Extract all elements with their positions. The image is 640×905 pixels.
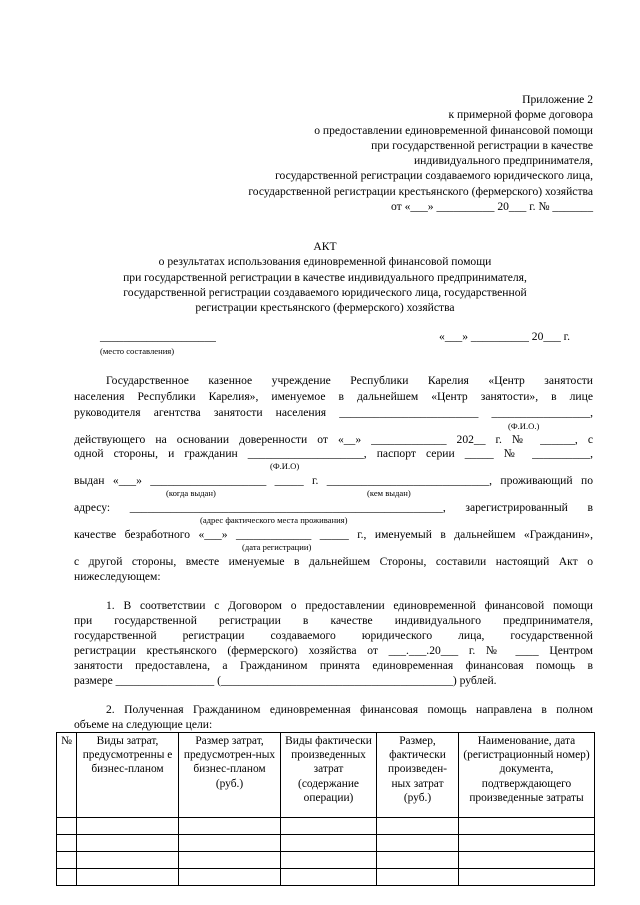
paragraph-line: регистрации крестьянского (фермерского) хозяйства от ___.___.20___ г. № ____ Центром (74, 644, 593, 657)
header-line: при государственной регистрации в качестве (371, 138, 593, 152)
header-line: индивидуального предпринимателя, (413, 154, 593, 168)
issued-by-caption: (кем выдан) (367, 488, 411, 498)
table-cell (377, 835, 459, 852)
table-cell (377, 818, 459, 835)
paragraph-line: при государственной регистрации в качестве индивидуального предпринимателя, (74, 614, 593, 627)
title-line: регистрации крестьянского (фермерского) хозяйства (195, 301, 455, 315)
table-cell (459, 835, 595, 852)
fio-caption: (Ф.И.О.) (508, 421, 540, 431)
table-cell (281, 869, 377, 886)
table-cell (57, 852, 77, 869)
table-header-row (57, 733, 595, 818)
paragraph-line: нижеследующем: (74, 570, 161, 583)
table-cell (377, 869, 459, 886)
paragraph-line: с другой стороны, вместе именуемые в дальнейшем Стороны, составили настоящий Акт о (74, 555, 593, 568)
table-cell (57, 835, 77, 852)
title-heading: АКТ (313, 240, 337, 253)
table-row (57, 818, 595, 835)
column-header-number: № (57, 733, 77, 818)
table-cell (57, 818, 77, 835)
table-cell (459, 818, 595, 835)
fio-caption: (Ф.И.О) (270, 461, 300, 471)
paragraph-line: Государственное казенное учреждение Республики Карелия «Центр занятости (106, 374, 593, 387)
table-cell (377, 852, 459, 869)
header-line: государственной регистрации создаваемого юридического лица, (275, 169, 593, 183)
table-cell (179, 869, 281, 886)
paragraph-line: населения Республики Карелия», именуемое в дальнейшем «Центр занятости», в лице (74, 390, 593, 403)
paragraph-line: действующего на основании доверенности от «__» _____________ 202__ г. № ______, с (74, 433, 593, 446)
place-field: ____________________ (100, 330, 216, 343)
header-line: Приложение 2 (522, 93, 593, 106)
table-cell (77, 869, 179, 886)
paragraph-line: выдан «___» ____________________ _____ г. ____________________________, проживающий по (74, 474, 593, 487)
table-cell (459, 852, 595, 869)
table-cell (179, 835, 281, 852)
table-cell (281, 852, 377, 869)
title-line: о результатах использования единовременной финансовой помощи (158, 255, 492, 269)
table-cell (77, 835, 179, 852)
header-line: от «___» __________ 20___ г. № _______ (390, 200, 593, 214)
table-row (57, 835, 595, 852)
issued-when-caption: (когда выдан) (166, 488, 216, 498)
column-header-actual-amount: Размер, фактически произведен-ных затрат (руб.) (377, 733, 459, 818)
column-header-planned-types: Виды затрат, предусмотренны е бизнес-планом (77, 733, 179, 818)
table-cell (77, 852, 179, 869)
table-row (57, 852, 595, 869)
title-line: государственной регистрации создаваемого юридического лица, государственной (123, 285, 527, 299)
document-title (60, 239, 590, 315)
table-cell (281, 835, 377, 852)
table-cell (179, 852, 281, 869)
column-header-document: Наименование, дата (регистрационный номер) документа, подтверждающего произведенные затраты (459, 733, 595, 818)
table-cell (459, 869, 595, 886)
paragraph-line: государственной регистрации создаваемого юридического лица, государственной (74, 629, 593, 642)
paragraph-line: качестве безработного «___» _____________ _____ г., именуемый в дальнейшем «Гражданин», (74, 528, 593, 541)
registration-caption: (дата регистрации) (242, 542, 312, 552)
table-row (57, 869, 595, 886)
paragraph-line: одной стороны, и гражданин ____________________, паспорт серии _____ № __________, (74, 447, 593, 460)
column-header-planned-amount: Размер затрат, предусмотрен-ных бизнес-планом (руб.) (179, 733, 281, 818)
place-caption: (место составления) (100, 346, 175, 356)
date-field: «___» __________ 20___ г. (439, 330, 570, 343)
paragraph-line: 1. В соответствии с Договором о предоставлении единовременной финансовой помощи (106, 599, 593, 612)
header-line: о предоставлении единовременной финансовой помощи (314, 123, 593, 137)
paragraph-line: размере _________________ (________________________________________) рублей. (74, 674, 497, 687)
expenses-table (56, 732, 595, 886)
header-line: государственной регистрации крестьянского (фермерского) хозяйства (248, 184, 593, 198)
paragraph-line: занятости предоставлена, а Гражданином принята единовременная финансовая помощь в (74, 659, 593, 672)
paragraph-line: руководителя агентства занятости населения ________________________ _________________, (74, 406, 593, 419)
paragraph-line: объеме на следующие цели: (74, 718, 213, 731)
address-caption: (адрес фактического места проживания) (200, 515, 348, 525)
table-cell (77, 818, 179, 835)
paragraph-line: адресу: ______________________________________________________, зарегистрированный в (74, 501, 593, 514)
table-cell (281, 818, 377, 835)
title-line: при государственной регистрации в качестве индивидуального предпринимателя, (123, 270, 527, 284)
header-line: к примерной форме договора (448, 108, 593, 122)
table-cell (57, 869, 77, 886)
column-header-actual-types: Виды фактически произведенных затрат (содержание операции) (281, 733, 377, 818)
table-cell (179, 818, 281, 835)
paragraph-line: 2. Полученная Гражданином единовременная финансовая помощь направлена в полном (106, 703, 593, 716)
appendix-header (248, 92, 593, 214)
